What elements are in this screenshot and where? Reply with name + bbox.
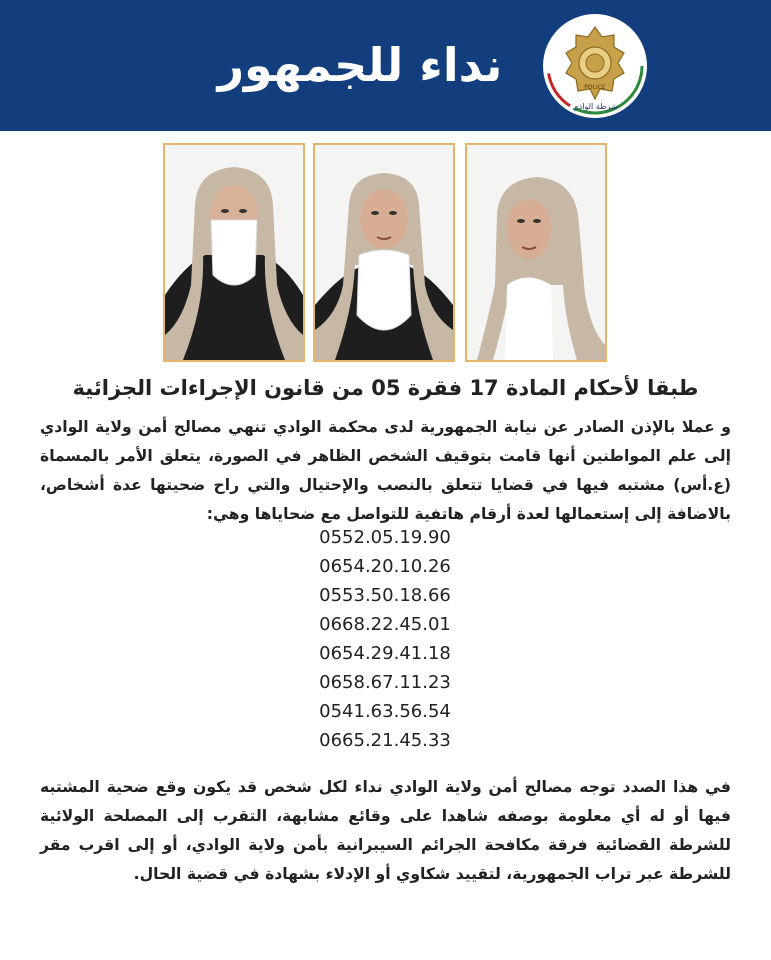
- phone-number: 0658.67.11.23: [319, 672, 451, 693]
- phone-number: 0541.63.56.54: [319, 701, 451, 722]
- suspect-photos: [0, 143, 771, 361]
- phone-number: 0552.05.19.90: [319, 527, 451, 548]
- suspect-photo-masked: [163, 143, 305, 362]
- suspect-photo-profile: [465, 143, 607, 362]
- phone-number: 0668.22.45.01: [319, 614, 451, 635]
- suspect-photo-veil-lowered: [313, 143, 455, 362]
- logo-label: شرطة الوادي: [572, 102, 618, 111]
- phone-number: 0654.29.41.18: [319, 643, 451, 664]
- page-title: نداء للجمهور: [217, 38, 503, 92]
- phone-number: 0553.50.18.66: [319, 585, 451, 606]
- appeal-paragraph: في هذا الصدد توجه مصالح أمن ولاية الوادي نداء لكل شخص قد يكون وقع ضحية المشتبه فيها أو له أي معلومة بوصفه شاهدا على وقائع مشابهة، التقرب إلى المصلحة الولائية للشرطة القضائية فرقة مكافحة الجرائم السيبرانية بأمن ولاية الوادي، أو إلى اقرب مقر للشرطة عبر تراب الجمهورية، لتقييد شكاوي أو الإدلاء بشهادة في قضية الحال.: [40, 778, 731, 883]
- header-banner: [0, 0, 771, 131]
- phone-list: [300, 523, 470, 755]
- intro-paragraph: و عملا بالإذن الصادر عن نيابة الجمهورية لدى محكمة الوادي تنهي مصالح أمن ولاية الوادي إلى علم المواطنين أنها قامت بتوقيف الشخص الظاهر في الصورة، يتعلق الأمر بالمسماة (ع.أس) مشتبه فيها في قضايا تتعلق بالنصب والإحتيال والتي راح ضحيتها عدة أشخاص، بالاضافة إلى إستعمالها لعدة أرقام هاتفية للتواصل مع ضحاياها وهي:: [40, 418, 731, 523]
- police-logo: [542, 13, 648, 119]
- phone-number: 0665.21.45.33: [319, 730, 451, 751]
- legal-heading: طبقا لأحكام المادة 17 فقرة 05 من قانون الإجراءات الجزائية: [72, 376, 699, 400]
- phone-number: 0654.20.10.26: [319, 556, 451, 577]
- logo-badge-text: POLICE: [584, 84, 606, 91]
